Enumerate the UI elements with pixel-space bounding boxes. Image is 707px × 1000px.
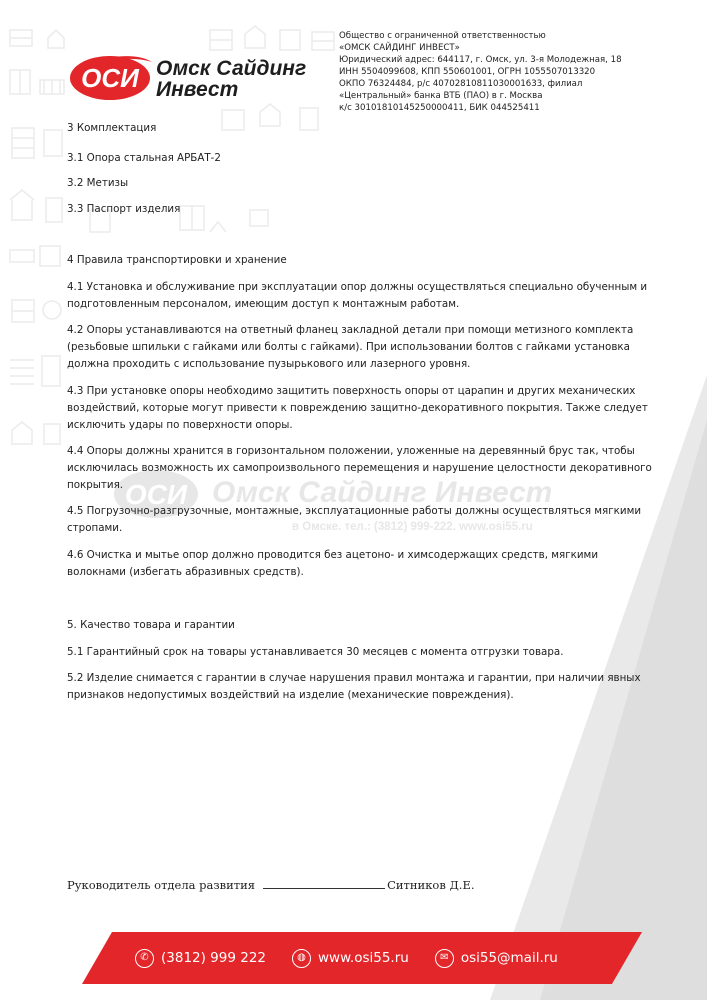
company-line: «ОМСК САЙДИНГ ИНВЕСТ» xyxy=(339,43,460,53)
item-4-2-line3: должна проходить с использование пузырькового или лазерного уровня. xyxy=(67,358,471,370)
company-logo xyxy=(66,48,326,104)
item-4-1-line2: подготовленным персоналом, имеющим доступ к монтажным работам. xyxy=(67,298,460,310)
footer-phone[interactable] xyxy=(135,949,266,968)
footer-email[interactable] xyxy=(435,949,558,968)
signature-line xyxy=(263,878,385,889)
logo-mark: ОСИ xyxy=(81,63,139,93)
item-4-1-line1: 4.1 Установка и обслуживание при эксплуатации опор должны осуществляться специально обученным и xyxy=(67,281,648,293)
watermark-contacts: в Омске. тел.: (3812) 999-222. www.osi55.ru xyxy=(292,521,533,533)
item-3-2: 3.2 Метизы xyxy=(67,177,129,189)
watermark-name: Омск Сайдинг Инвест xyxy=(212,476,553,509)
item-4-3-line2: воздействий, которые могут привести к повреждению защитно-декоративного покрытия. Также следует xyxy=(67,402,648,414)
company-line: ИНН 5504099608, КПП 550601001, ОГРН 1055507013320 xyxy=(339,67,596,77)
item-3-1: 3.1 Опора стальная АРБАТ-2 xyxy=(67,152,221,164)
item-4-5-line2: стропами. xyxy=(67,522,123,534)
footer-website[interactable] xyxy=(292,949,409,968)
logo-name-line2: Инвест xyxy=(156,78,239,101)
phone-icon: ✆ xyxy=(135,949,154,968)
signature-name: Ситников Д.Е. xyxy=(387,878,475,892)
section-5-heading: 5. Качество товара и гарантии xyxy=(67,619,235,631)
item-4-4-line3: покрытия. xyxy=(67,479,124,491)
globe-icon: ◍ xyxy=(292,949,311,968)
item-4-6-line1: 4.6 Очистка и мытье опор должно проводится без ацетоно- и химсодержащих средств, мягкими xyxy=(67,549,599,561)
company-line: ОКПО 76324484, р/с 40702810811030001633, филиал xyxy=(339,79,583,89)
watermark-mark: ОСИ xyxy=(124,479,188,510)
item-4-3-line3: исключить удары по поверхности опоры. xyxy=(67,419,293,431)
company-line: Юридический адрес: 644117, г. Омск, ул. 3-я Молодежная, 18 xyxy=(339,55,622,65)
company-line: «Центральный» банка ВТБ (ПАО) в г. Москва xyxy=(339,91,543,101)
company-details xyxy=(339,30,679,114)
item-5-2-line1: 5.2 Изделие снимается с гарантии в случае нарушения правил монтажа и гарантии, при наличии явных xyxy=(67,672,641,684)
item-4-4-line2: исключилась возможность их самопроизвольного перемещения и нарушение целостности декоративного xyxy=(67,462,652,474)
item-5-1: 5.1 Гарантийный срок на товары устанавливается 30 месяцев с момента отгрузки товара. xyxy=(67,646,564,658)
footer-phone-text: (3812) 999 222 xyxy=(161,950,267,966)
company-line: Общество с ограниченной ответственностью xyxy=(339,31,546,41)
item-4-4-line1: 4.4 Опоры должны хранится в горизонтальном положении, уложенные на деревянный брус так, чтобы xyxy=(67,445,635,457)
footer-email-text: osi55@mail.ru xyxy=(460,950,558,966)
faint-building-icons xyxy=(10,30,64,444)
footer-contacts xyxy=(135,945,584,971)
logo-name-line1: Омск Сайдинг xyxy=(156,57,307,80)
item-4-5-line1: 4.5 Погрузочно-разгрузочные, монтажные, эксплуатационные работы должны осуществляться мягкими xyxy=(67,505,642,517)
item-4-6-line2: волокнами (избегать абразивных средств). xyxy=(67,566,304,578)
mail-icon: ✉ xyxy=(435,949,454,968)
section-3-heading: 3 Комплектация xyxy=(67,122,157,134)
company-line: к/с 30101810145250000411, БИК 044525411 xyxy=(339,103,540,113)
item-5-2-line2: признаков недопустимых воздействий на изделие (механические повреждения). xyxy=(67,689,514,701)
footer-website-text: www.osi55.ru xyxy=(318,950,409,966)
item-4-3-line1: 4.3 При установке опоры необходимо защитить поверхность опоры от царапин и других механических xyxy=(67,385,636,397)
item-3-3: 3.3 Паспорт изделия xyxy=(67,203,181,215)
section-4-heading: 4 Правила транспортировки и хранение xyxy=(67,254,287,266)
item-4-2-line2: (резьбовые шпильки с гайками или болты с гайками). При использовании болтов с гайками установка xyxy=(67,341,630,353)
signature-position: Руководитель отдела развития xyxy=(67,878,256,892)
signature-block xyxy=(67,878,475,892)
item-4-2-line1: 4.2 Опоры устанавливаются на ответный фланец закладной детали при помощи метизного комплекта xyxy=(67,324,634,336)
